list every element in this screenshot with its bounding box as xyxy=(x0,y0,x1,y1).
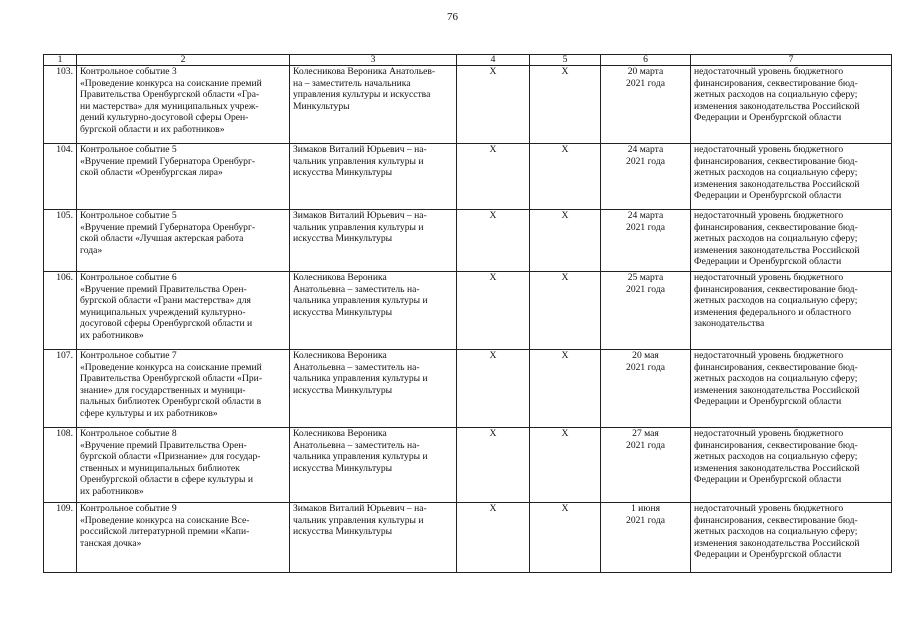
risk-description xyxy=(691,66,892,144)
cell-line: чальник управления культуры и xyxy=(293,514,424,526)
cell-line: изменения законодательства Российской xyxy=(694,384,860,396)
risk-description xyxy=(691,272,892,350)
cell-line: Федерации и Оренбургской области xyxy=(694,190,842,202)
header-col-7: 7 xyxy=(691,55,892,66)
cell-line: искусства Минкультуры xyxy=(293,233,393,245)
cell-line: управления культуры и искусства xyxy=(293,89,431,101)
cell-line: бургской области «Признание» для государ- xyxy=(80,451,261,463)
cell-line: недостаточный уровень бюджетного xyxy=(694,210,844,221)
cell-line: Федерации и Оренбургской области xyxy=(694,549,842,561)
cell-line: чальника управления культуры и xyxy=(293,373,428,385)
risk-description xyxy=(691,503,892,573)
row-number: 107. xyxy=(44,350,77,428)
cell-line: Анатольевна – заместитель на- xyxy=(293,361,420,373)
cell-line: ской области «Оренбургская лира» xyxy=(80,167,223,179)
table-row xyxy=(44,66,892,144)
event-date xyxy=(601,350,691,428)
cell-line: изменения федерального и областного xyxy=(694,306,852,318)
cell-line: 24 марта xyxy=(627,144,664,155)
cell-line: 20 мая xyxy=(632,350,659,361)
cell-line: Контрольное событие 6 xyxy=(80,272,177,283)
table-row xyxy=(44,144,892,210)
risk-description xyxy=(691,428,892,503)
cell-line: жетных расходов на социальную сферу; xyxy=(694,451,858,463)
cell-line: Зимаков Виталий Юрьевич – на- xyxy=(293,144,427,155)
cell-line: «Вручение премий Губернатора Оренбург- xyxy=(80,155,256,167)
cell-line: Правительства Оренбургской области «Гра- xyxy=(80,89,260,101)
cell-line: 2021 года xyxy=(626,361,665,373)
cell-line: ской области «Лучшая актерская работа xyxy=(80,233,244,245)
cell-line: искусства Минкультуры xyxy=(293,306,393,318)
row-number: 104. xyxy=(44,144,77,210)
cell-line: жетных расходов на социальную сферу; xyxy=(694,373,858,385)
header-col-5: 5 xyxy=(530,55,601,66)
responsible-person xyxy=(290,144,457,210)
header-col-6: 6 xyxy=(601,55,691,66)
cell-line: жетных расходов на социальную сферу; xyxy=(694,526,858,538)
cell-line: 20 марта xyxy=(627,66,664,77)
cell-line: жетных расходов на социальную сферу; xyxy=(694,233,858,245)
table-body xyxy=(44,66,892,573)
cell-line: 1 июня xyxy=(630,503,661,514)
cell-line: недостаточный уровень бюджетного xyxy=(694,503,844,514)
cell-line: искусства Минкультуры xyxy=(293,526,393,538)
event-date xyxy=(601,503,691,573)
cell-line: Федерации и Оренбургской области xyxy=(694,256,842,268)
cell-line: Анатольевна – заместитель на- xyxy=(293,283,420,295)
cell-line: Федерации и Оренбургской области xyxy=(694,396,842,408)
cell-line: ни мастерства» для муниципальных учреж- xyxy=(80,100,259,112)
mark-col-5: X xyxy=(530,66,601,144)
cell-line: финансирования, секвестирование бюд- xyxy=(694,514,858,526)
cell-line: недостаточный уровень бюджетного xyxy=(694,144,844,155)
cell-line: изменения законодательства Российской xyxy=(694,178,860,190)
cell-line: искусства Минкультуры xyxy=(293,167,393,179)
mark-col-4: X xyxy=(457,144,530,210)
event-date xyxy=(601,272,691,350)
cell-line: досуговой сферы Оренбургской области и xyxy=(80,318,253,330)
cell-line: жетных расходов на социальную сферу; xyxy=(694,295,858,307)
cell-line: Федерации и Оренбургской области xyxy=(694,112,842,124)
mark-col-4: X xyxy=(457,428,530,503)
row-number: 106. xyxy=(44,272,77,350)
responsible-person xyxy=(290,210,457,272)
header-col-4: 4 xyxy=(457,55,530,66)
cell-line: 27 мая xyxy=(632,428,659,439)
cell-line: Колесникова Вероника Анатольев- xyxy=(293,66,436,77)
cell-line: финансирования, секвестирование бюд- xyxy=(694,155,858,167)
responsible-person xyxy=(290,350,457,428)
table-row xyxy=(44,272,892,350)
cell-line: танская дочка» xyxy=(80,537,142,549)
risk-description xyxy=(691,350,892,428)
cell-line: недостаточный уровень бюджетного xyxy=(694,428,844,439)
responsible-person xyxy=(290,503,457,573)
cell-line: чальник управления культуры и xyxy=(293,221,424,233)
cell-line: на – заместитель начальника xyxy=(293,77,411,89)
cell-line: 24 марта xyxy=(627,210,664,221)
cell-line: «Вручение премий Правительства Орен- xyxy=(80,283,247,295)
cell-line: изменения законодательства Российской xyxy=(694,537,860,549)
cell-line: «Проведение конкурса на соискание премий xyxy=(80,77,262,89)
cell-line: чальника управления культуры и xyxy=(293,451,428,463)
cell-line: Правительства Оренбургской области «При- xyxy=(80,373,263,385)
event-description xyxy=(77,272,290,350)
cell-line: «Вручение премий Правительства Орен- xyxy=(80,439,247,451)
cell-line: недостаточный уровень бюджетного xyxy=(694,350,844,361)
cell-line: недостаточный уровень бюджетного xyxy=(694,272,844,283)
cell-line: Контрольное событие 7 xyxy=(80,350,177,361)
event-date xyxy=(601,66,691,144)
cell-line: Минкультуры xyxy=(293,100,350,112)
cell-line: финансирования, секвестирование бюд- xyxy=(694,283,858,295)
cell-line: 2021 года xyxy=(626,283,665,295)
mark-col-4: X xyxy=(457,272,530,350)
cell-line: «Проведение конкурса на соискание премий xyxy=(80,361,262,373)
cell-line: финансирования, секвестирование бюд- xyxy=(694,361,858,373)
mark-col-4: X xyxy=(457,210,530,272)
cell-line: чальника управления культуры и xyxy=(293,295,428,307)
cell-line: изменения законодательства Российской xyxy=(694,100,860,112)
cell-line: дений культурно-досуговой сферы Орен- xyxy=(80,112,249,124)
cell-line: искусства Минкультуры xyxy=(293,384,393,396)
mark-col-5: X xyxy=(530,350,601,428)
event-date xyxy=(601,210,691,272)
cell-line: Контрольное событие 3 xyxy=(80,66,177,77)
cell-line: законодательства xyxy=(694,318,765,330)
cell-line: изменения законодательства Российской xyxy=(694,244,860,256)
cell-line: сфере культуры и их работников» xyxy=(80,407,218,419)
table-row xyxy=(44,210,892,272)
cell-line: «Вручение премий Губернатора Оренбург- xyxy=(80,221,256,233)
cell-line: Колесникова Вероника xyxy=(293,428,387,439)
cell-line: Колесникова Вероника xyxy=(293,272,387,283)
cell-line: финансирования, секвестирование бюд- xyxy=(694,221,858,233)
row-number: 103. xyxy=(44,66,77,144)
responsible-person xyxy=(290,428,457,503)
mark-col-4: X xyxy=(457,350,530,428)
event-description xyxy=(77,144,290,210)
header-col-1: 1 xyxy=(44,55,77,66)
cell-line: пальных библиотек Оренбургской области в xyxy=(80,396,262,408)
mark-col-4: X xyxy=(457,503,530,573)
cell-line: Зимаков Виталий Юрьевич – на- xyxy=(293,210,427,221)
page-number: 76 xyxy=(447,11,458,23)
cell-line: искусства Минкультуры xyxy=(293,462,393,474)
cell-line: чальник управления культуры и xyxy=(293,155,424,167)
cell-line: их работников» xyxy=(80,485,144,497)
mark-col-5: X xyxy=(530,503,601,573)
cell-line: изменения законодательства Российской xyxy=(694,462,860,474)
table-row xyxy=(44,350,892,428)
table-row xyxy=(44,428,892,503)
cell-line: недостаточный уровень бюджетного xyxy=(694,66,844,77)
mark-col-4: X xyxy=(457,66,530,144)
cell-line: Колесникова Вероника xyxy=(293,350,387,361)
event-description xyxy=(77,350,290,428)
mark-col-5: X xyxy=(530,428,601,503)
event-description xyxy=(77,503,290,573)
row-number: 108. xyxy=(44,428,77,503)
cell-line: финансирования, секвестирование бюд- xyxy=(694,77,858,89)
cell-line: жетных расходов на социальную сферу; xyxy=(694,89,858,101)
row-number: 105. xyxy=(44,210,77,272)
cell-line: муниципальных учреждений культурно- xyxy=(80,306,246,318)
cell-line: бургской области «Грани мастерства» для xyxy=(80,295,251,307)
event-description xyxy=(77,210,290,272)
cell-line: Контрольное событие 5 xyxy=(80,144,177,155)
cell-line: Контрольное событие 5 xyxy=(80,210,177,221)
mark-col-5: X xyxy=(530,272,601,350)
cell-line: знание» для государственных и муници- xyxy=(80,384,246,396)
cell-line: бургской области и их работников» xyxy=(80,123,225,135)
cell-line: «Проведение конкурса на соискание Все- xyxy=(80,514,250,526)
cell-line: Контрольное событие 8 xyxy=(80,428,177,439)
cell-line: Федерации и Оренбургской области xyxy=(694,474,842,486)
cell-line: Анатольевна – заместитель на- xyxy=(293,439,420,451)
header-col-3: 3 xyxy=(290,55,457,66)
cell-line: 2021 года xyxy=(626,514,665,526)
risk-description xyxy=(691,144,892,210)
cell-line: жетных расходов на социальную сферу; xyxy=(694,167,858,179)
cell-line: 2021 года xyxy=(626,155,665,167)
cell-line: Оренбургской области в сфере культуры и xyxy=(80,474,253,486)
row-number: 109. xyxy=(44,503,77,573)
cell-line: 2021 года xyxy=(626,439,665,451)
cell-line: российской литературной премии «Капи- xyxy=(80,526,250,538)
mark-col-5: X xyxy=(530,144,601,210)
event-description xyxy=(77,428,290,503)
mark-col-5: X xyxy=(530,210,601,272)
cell-line: 2021 года xyxy=(626,221,665,233)
cell-line: 25 марта xyxy=(627,272,664,283)
event-date xyxy=(601,428,691,503)
cell-line: Контрольное событие 9 xyxy=(80,503,177,514)
cell-line: их работников» xyxy=(80,329,144,341)
event-date xyxy=(601,144,691,210)
risk-description xyxy=(691,210,892,272)
cell-line: финансирования, секвестирование бюд- xyxy=(694,439,858,451)
table-row xyxy=(44,503,892,573)
header-row xyxy=(44,55,892,66)
cell-line: года» xyxy=(80,244,103,256)
responsible-person xyxy=(290,66,457,144)
cell-line: Зимаков Виталий Юрьевич – на- xyxy=(293,503,427,514)
header-col-2: 2 xyxy=(77,55,290,66)
cell-line: 2021 года xyxy=(626,77,665,89)
cell-line: ственных и муниципальных библиотек xyxy=(80,462,240,474)
plan-table xyxy=(43,54,892,573)
responsible-person xyxy=(290,272,457,350)
event-description xyxy=(77,66,290,144)
